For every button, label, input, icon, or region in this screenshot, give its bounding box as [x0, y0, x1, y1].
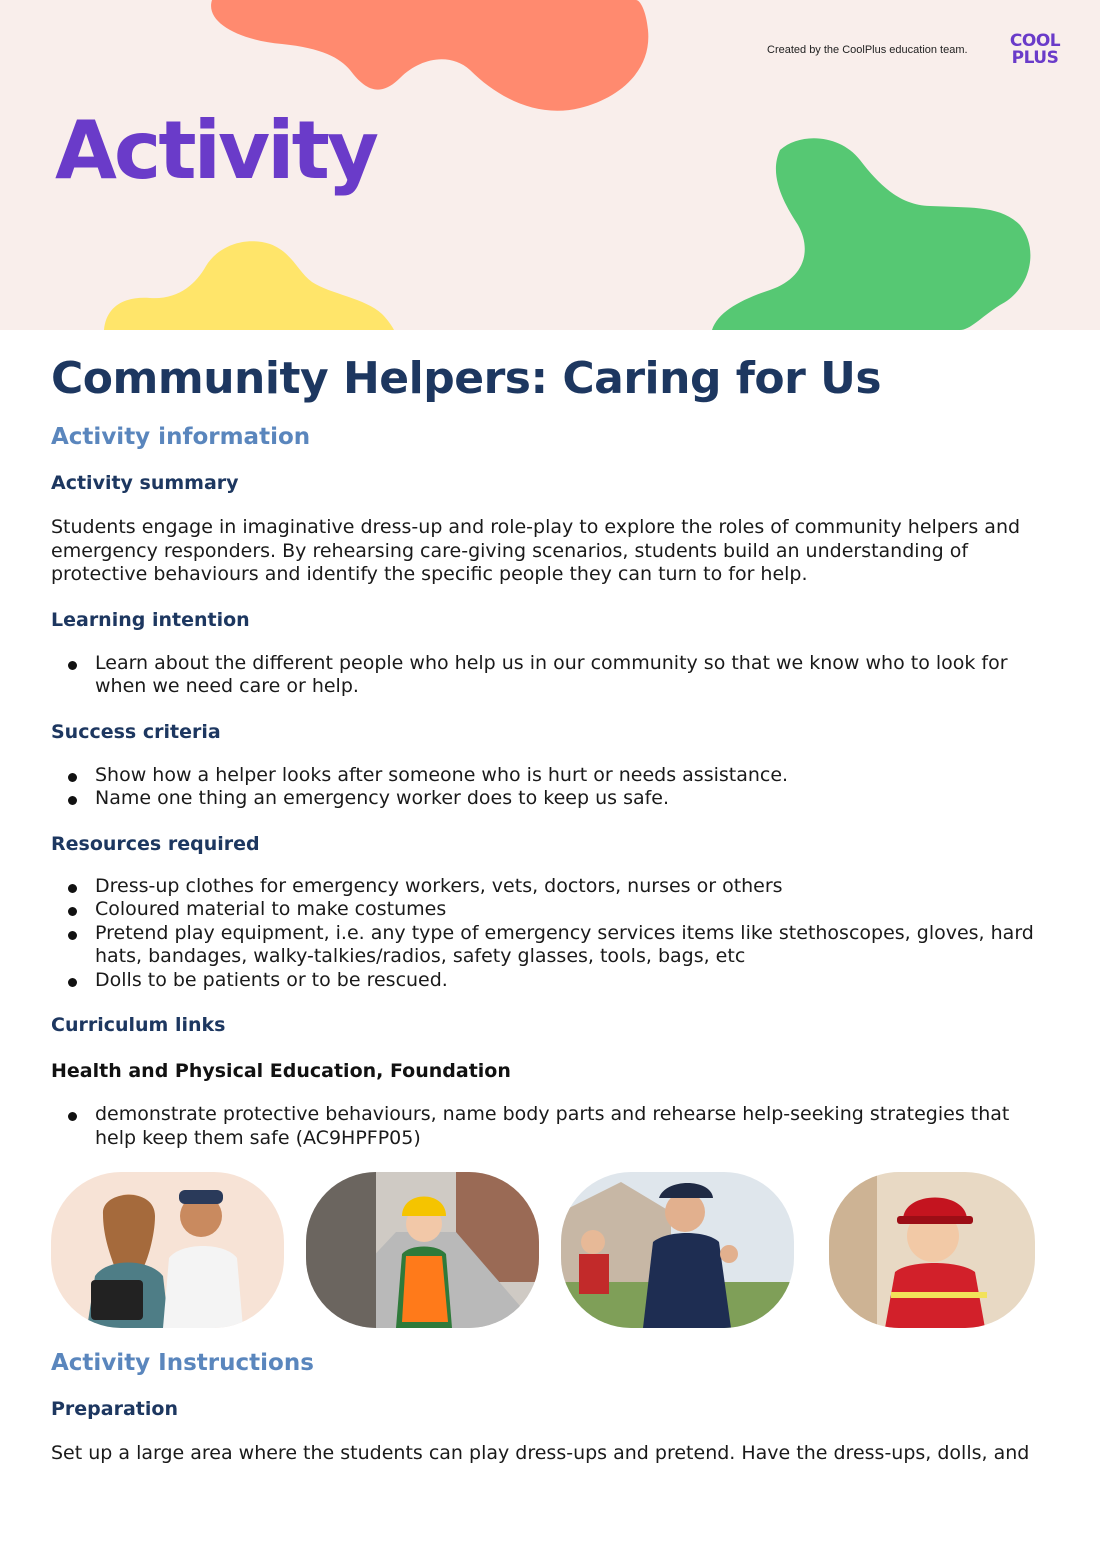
- resources-list: [51, 875, 1051, 993]
- list-item: Dolls to be patients or to be rescued.: [95, 969, 1051, 993]
- curriculum-subheading: Health and Physical Education, Foundation: [51, 1060, 511, 1082]
- learning-intention-heading: Learning intention: [51, 608, 250, 631]
- list-item: Show how a helper looks after someone who is hurt or needs assistance.: [95, 764, 1051, 788]
- coolplus-logo: [1003, 33, 1067, 67]
- list-item: Coloured material to make costumes: [95, 898, 1051, 922]
- learning-intention-list: [51, 652, 1051, 699]
- activity-summary-text: Students engage in imaginative dress-up and role-play to explore the roles of community helpers and emergency responders. By rehearsing care-giving scenarios, students build an understanding of protective behaviours and identify the specific people they can turn to for help.: [51, 516, 1021, 585]
- curriculum-list: [51, 1103, 1051, 1150]
- list-item: Learn about the different people who help us in our community so that we know who to look for when we need care or help.: [95, 652, 1051, 699]
- credit-text: Created by the CoolPlus education team.: [767, 44, 968, 56]
- success-criteria-list: [51, 764, 1051, 811]
- photo-firefighter: [829, 1172, 1035, 1328]
- logo-line-plus: PLUS: [1011, 48, 1059, 68]
- list-item: Dress-up clothes for emergency workers, vets, doctors, nurses or others: [95, 875, 1051, 899]
- resources-required-heading: Resources required: [51, 832, 260, 855]
- logo-line-cool: COOL: [1009, 31, 1061, 51]
- activity-information-heading: Activity information: [51, 424, 311, 450]
- list-item: Name one thing an emergency worker does to keep us safe.: [95, 787, 1051, 811]
- document-content: [51, 350, 1051, 1466]
- photo-construction-worker: [306, 1172, 539, 1328]
- photo-police-officer: [561, 1172, 794, 1328]
- green-blob: [712, 138, 1030, 330]
- activity-instructions-heading: Activity Instructions: [51, 1350, 314, 1376]
- photo-doctor-kids: [51, 1172, 284, 1328]
- document-title: Community Helpers: Caring for Us: [51, 353, 882, 404]
- preparation-heading: Preparation: [51, 1398, 178, 1420]
- activity-title: Activity: [55, 104, 376, 197]
- list-item: Pretend play equipment, i.e. any type of emergency services items like stethoscopes, gloves, hard hats, bandages, walky-talkies/radios, safety glasses, tools, bags, etc: [95, 922, 1051, 969]
- coral-blob: [211, 0, 648, 111]
- curriculum-links-heading: Curriculum links: [51, 1014, 226, 1036]
- success-criteria-heading: Success criteria: [51, 720, 221, 743]
- preparation-text: Set up a large area where the students can play dress-ups and pretend. Have the dress-ups, dolls, and: [51, 1442, 1030, 1464]
- yellow-blob: [104, 241, 394, 330]
- list-item: demonstrate protective behaviours, name body parts and rehearse help-seeking strategies that help keep them safe (AC9HPFP05): [95, 1103, 1051, 1150]
- header-banner: [0, 0, 1100, 330]
- activity-summary-heading: Activity summary: [51, 472, 239, 494]
- photo-strip: [51, 1172, 1051, 1330]
